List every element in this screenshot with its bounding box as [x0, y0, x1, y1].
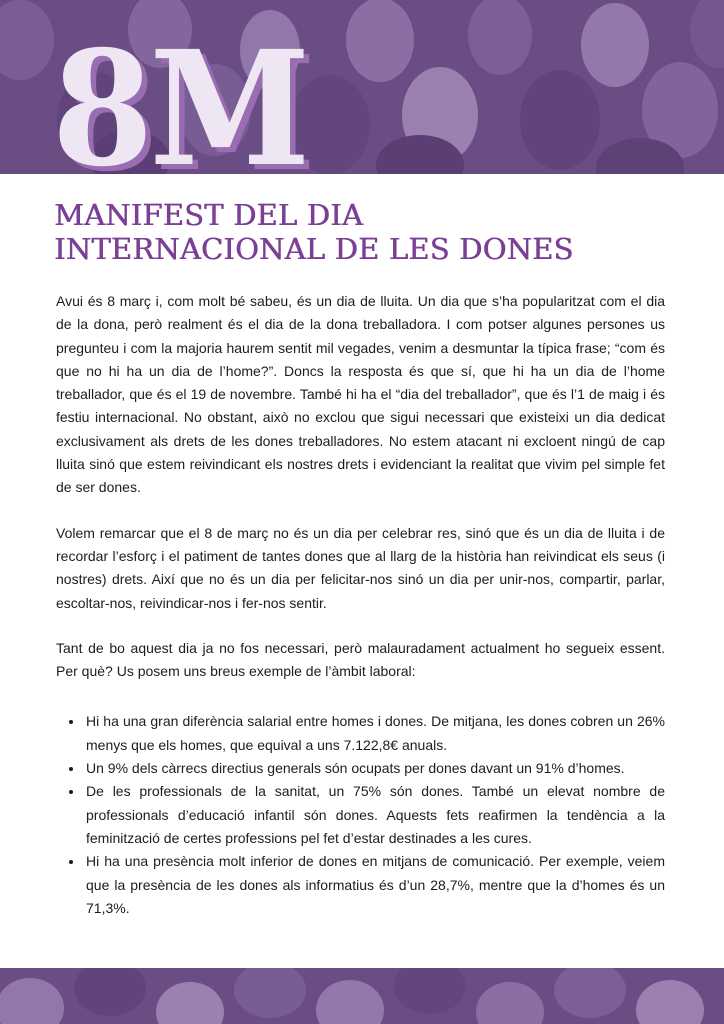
page-title-line-2: INTERNACIONAL DE LES DONES [54, 232, 574, 266]
list-item: • De les professionals de la sanitat, un 75% són dones. També un elevat nombre de professionals d’educació infantil són dones. Aquests fets reafirmen la tendència a la feminització de certes professions pel fet d’estar destinades a les cures. [84, 780, 665, 850]
paragraph-2: Volem remarcar que el 8 de març no és un dia per celebrar res, sinó que és un dia de lluita i de recordar l’esforç i el patiment de tantes dones que al llarg de la història han reivindicat els seus (i nostres) drets. Així que no és un dia per felicitar-nos sinó un dia per unir-nos, compartir, parlar, escoltar-nos, reivindicar-nos i fer-nos sentir. [56, 524, 665, 611]
crowd-photo-footer [0, 968, 724, 1024]
paragraph-3: Tant de bo aquest dia ja no fos necessari, però malauradament actualment ho segueix essent. Per què? Us posem uns breus exemple de l’àmbit laboral: [56, 639, 665, 680]
paragraph-1: Avui és 8 març i, com molt bé sabeu, és un dia de lluita. Un dia que s’ha popularitzat com el dia de la dona, però realment és el dia de la dona treballadora. I com potser algunes persones us pregunteu i com la majoria haurem sentit mil vegades, venim a desmuntar la típica frase; “com és que no hi ha un dia de l’home?”. Doncs la resposta és que sí, que hi ha un dia de l’home treballador, que és el 19 de novembre. També hi ha el “dia del treballador”, que és l’1 de maig i és festiu internacional. No obstant, això no exclou que sigui necessari que existeixi un dia dedicat exclusivament als drets de les dones treballadores. No estem atacant ni excloent ningú de cap lluita sinó que estem reivindicant els nostres drets i evidenciant la realitat que vivim pel simple fet de ser dones. [56, 293, 665, 496]
list-item: • Hi ha una gran diferència salarial entre homes i dones. De mitjana, les dones cobren un 26% menys que els homes, que equival a uns 7.122,8€ anuals. [84, 710, 665, 757]
list-item: • Un 9% dels càrrecs directius generals són ocupats per dones davant un 91% d’homes. [84, 757, 665, 780]
list-item: • Hi ha una presència molt inferior de dones en mitjans de comunicació. Per exemple, veiem que la presència de les dones als informatius és d’un 28,7%, mentre que la d’homes és un 71,3%. [84, 850, 665, 920]
footer-banner [0, 968, 724, 1024]
page-title [54, 198, 674, 266]
statistics-list [56, 710, 665, 920]
page-title-line-1: MANIFEST DEL DIA [54, 198, 363, 232]
manifesto-body [56, 290, 665, 920]
event-title: 8M [52, 17, 307, 202]
